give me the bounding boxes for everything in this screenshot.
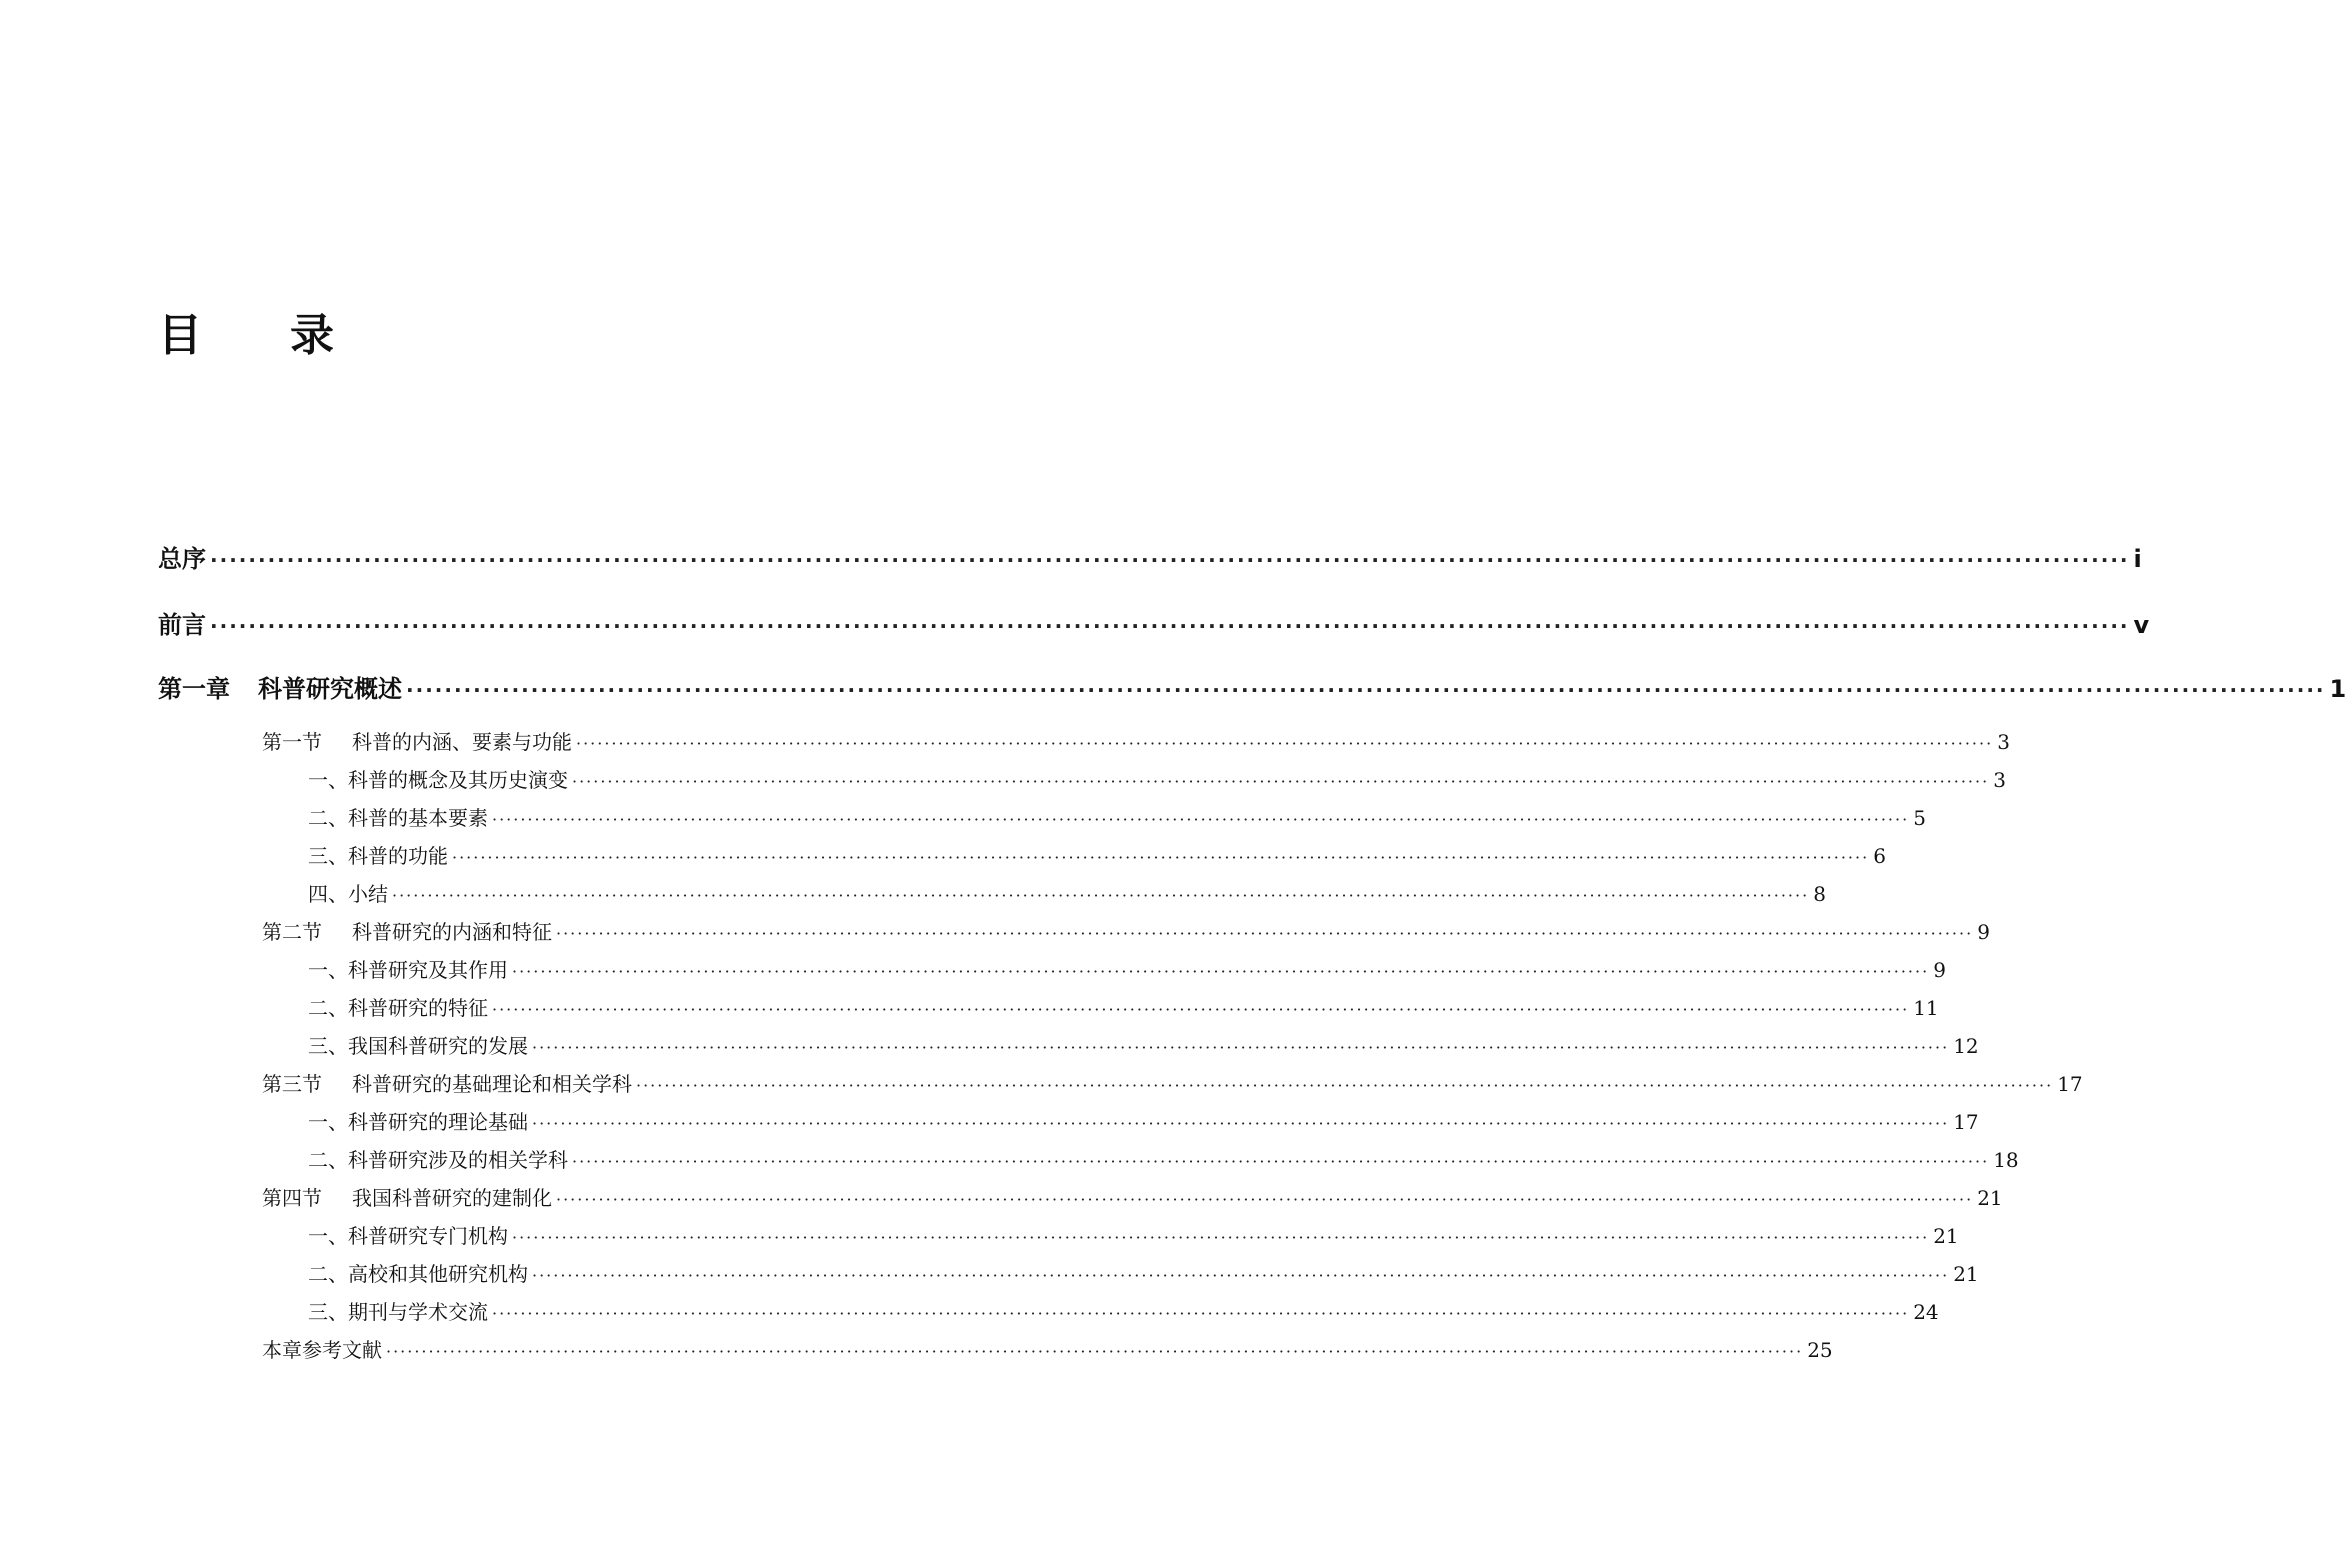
toc-entry-number: 第一节 <box>262 730 322 754</box>
toc-entry-title: 科普研究的基础理论和相关学科 <box>352 1072 632 1096</box>
toc-entry-page: 25 <box>1807 1338 1833 1362</box>
toc-entry-label <box>308 881 388 907</box>
toc-entry-page: 18 <box>1993 1148 2019 1172</box>
dot-leader: ········································································································································································································ <box>532 1038 1950 1057</box>
toc-entry-page: 24 <box>1913 1300 1939 1324</box>
toc-entry-title: 科普研究的内涵和特征 <box>352 920 552 944</box>
toc-entry-title: 我国科普研究的建制化 <box>352 1186 552 1210</box>
dot-leader: ········································································································································································································ <box>492 810 1910 829</box>
toc-entry[interactable] <box>308 843 1886 871</box>
dot-leader: ········································································································································································································ <box>572 772 1990 791</box>
dot-leader: ········································································································································································································ <box>210 548 2130 572</box>
toc-entry-page: 21 <box>1953 1262 1979 1286</box>
toc-entry-label <box>308 805 488 831</box>
toc-entry-page: 21 <box>1977 1186 2003 1210</box>
dot-leader: ········································································································································································································ <box>452 848 1870 867</box>
toc-entry-label <box>308 1261 528 1287</box>
toc-entry-title: 一、科普研究的理论基础 <box>308 1110 528 1134</box>
toc-entry[interactable] <box>262 1071 2083 1099</box>
toc-entry-page: 12 <box>1953 1034 1979 1058</box>
toc-entry-title: 本章参考文献 <box>262 1338 382 1362</box>
toc-entry-label <box>308 1109 528 1135</box>
toc-entry-label <box>308 767 568 793</box>
toc-entry-number: 第三节 <box>262 1072 322 1096</box>
dot-leader: ········································································································································································································ <box>556 1190 1974 1209</box>
toc-entry-title: 总序 <box>158 545 206 573</box>
toc-entry[interactable] <box>308 957 1946 985</box>
toc-entry-number: 第一章 <box>158 675 230 703</box>
toc-entry-page: 9 <box>1933 958 1946 982</box>
toc-entry-label <box>308 995 488 1021</box>
toc-entry[interactable] <box>308 1223 1959 1251</box>
toc-entry-label <box>308 1033 528 1059</box>
toc-entry-page: 6 <box>1873 844 1886 868</box>
toc-entry[interactable] <box>308 1147 2019 1175</box>
toc-entry[interactable] <box>262 1337 1833 1365</box>
toc-entry[interactable] <box>308 1299 1939 1327</box>
toc-title-right: 录 <box>290 310 334 361</box>
dot-leader: ········································································································································································································ <box>406 678 2326 702</box>
toc-entry-label <box>308 843 448 869</box>
toc-entry[interactable] <box>308 767 2006 795</box>
toc-entry[interactable] <box>308 1261 1979 1289</box>
toc-entry-label <box>308 957 508 983</box>
dot-leader: ········································································································································································································ <box>512 962 1930 981</box>
dot-leader: ········································································································································································································ <box>512 1228 1930 1247</box>
toc-entry-page: 3 <box>1993 768 2006 792</box>
toc-entry[interactable] <box>308 881 1826 909</box>
toc-entry-title: 二、科普研究涉及的相关学科 <box>308 1148 568 1172</box>
toc-entry-page: 8 <box>1813 882 1826 906</box>
toc-entry-page: v <box>2133 611 2150 639</box>
toc-entry-title: 三、期刊与学术交流 <box>308 1300 488 1324</box>
toc-entry[interactable] <box>308 1109 1979 1137</box>
toc-entry-page: 9 <box>1977 920 1990 944</box>
toc-entry-page: 1 <box>2329 675 2346 703</box>
toc-entry-number: 第四节 <box>262 1186 322 1210</box>
toc-entry-label <box>262 1185 552 1211</box>
toc-entry-page: 17 <box>2057 1072 2083 1096</box>
toc-entry-title: 二、科普的基本要素 <box>308 806 488 830</box>
toc-entry-title: 三、科普的功能 <box>308 844 448 868</box>
toc-entry-title: 二、科普研究的特征 <box>308 996 488 1020</box>
toc-entry[interactable] <box>262 919 1990 947</box>
toc-entry[interactable] <box>158 544 2142 575</box>
dot-leader: ········································································································································································································ <box>492 1304 1910 1323</box>
toc-entry[interactable] <box>308 1033 1979 1061</box>
toc-entry-page: 3 <box>1997 730 2010 754</box>
toc-entry-title: 科普研究概述 <box>258 675 402 703</box>
toc-entry-page: 17 <box>1953 1110 1979 1134</box>
toc-entry-label <box>262 919 552 945</box>
toc-entry-label <box>158 674 402 704</box>
toc-entry-label <box>308 1147 568 1173</box>
toc-entry[interactable] <box>308 805 1926 833</box>
toc-entry-page: 21 <box>1933 1224 1959 1248</box>
toc-entry-title: 二、高校和其他研究机构 <box>308 1262 528 1286</box>
dot-leader: ········································································································································································································ <box>556 924 1974 943</box>
dot-leader: ········································································································································································································ <box>492 1000 1910 1019</box>
toc-entry-title: 一、科普研究及其作用 <box>308 958 508 982</box>
dot-leader: ········································································································································································································ <box>210 614 2130 638</box>
toc-entry[interactable] <box>308 995 1939 1023</box>
dot-leader: ········································································································································································································ <box>386 1342 1804 1361</box>
toc-entry-title: 四、小结 <box>308 882 388 906</box>
toc-entry[interactable] <box>262 729 2010 757</box>
toc-entry-label <box>262 1337 382 1363</box>
toc-entry-label <box>308 1223 508 1249</box>
toc-entry-title: 一、科普的概念及其历史演变 <box>308 768 568 792</box>
toc-entry-label <box>158 544 206 574</box>
toc-entry-title: 三、我国科普研究的发展 <box>308 1034 528 1058</box>
toc-entry-label <box>262 729 572 755</box>
toc-title <box>158 308 334 364</box>
toc-entry-label <box>262 1071 632 1097</box>
toc-entry[interactable] <box>158 610 2150 641</box>
toc-entry-title: 一、科普研究专门机构 <box>308 1224 508 1248</box>
dot-leader: ········································································································································································································ <box>636 1076 2054 1095</box>
toc-entry-label <box>158 610 206 640</box>
dot-leader: ········································································································································································································ <box>532 1114 1950 1133</box>
toc-entry-page: 11 <box>1913 996 1939 1020</box>
toc-entry-page: 5 <box>1913 806 1926 830</box>
toc-entry-number: 第二节 <box>262 920 322 944</box>
toc-entry-page: i <box>2133 545 2142 573</box>
dot-leader: ········································································································································································································ <box>576 734 1994 753</box>
dot-leader: ········································································································································································································ <box>532 1266 1950 1285</box>
toc-entry-title: 前言 <box>158 611 206 639</box>
toc-entry-label <box>308 1299 488 1325</box>
toc-title-left: 目 <box>158 310 202 361</box>
dot-leader: ········································································································································································································ <box>572 1152 1990 1171</box>
toc-entry-title: 科普的内涵、要素与功能 <box>352 730 572 754</box>
toc-entry[interactable] <box>262 1185 2003 1213</box>
toc-entry[interactable] <box>158 674 2346 705</box>
dot-leader: ········································································································································································································ <box>392 886 1810 905</box>
